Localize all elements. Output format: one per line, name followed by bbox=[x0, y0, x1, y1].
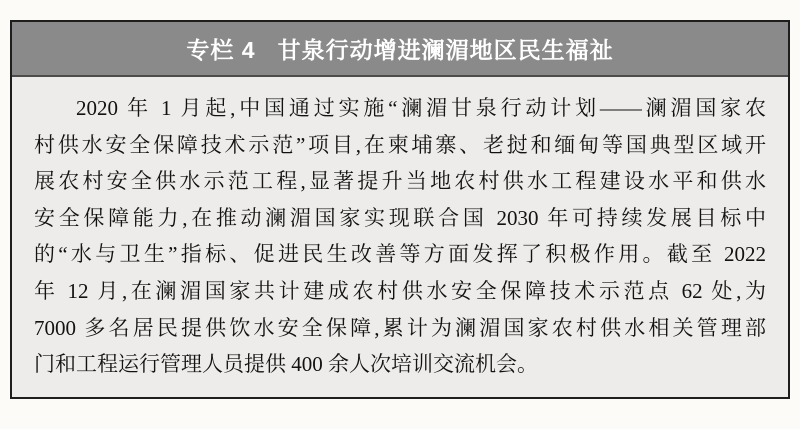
body-line: 2020 年 1 月起,中国通过实施“澜湄甘泉行动计划——澜湄国家农 bbox=[76, 96, 766, 120]
column-label: 专栏 4 bbox=[186, 37, 256, 63]
column-box bbox=[10, 20, 790, 399]
body-line: 展农村安全供水示范工程,显著提升当地农村供水工程建设水平和供水 bbox=[34, 169, 766, 194]
column-title: 甘泉行动增进澜湄地区民生福祉 bbox=[277, 37, 614, 63]
body-line: 门和工程运行管理人员提供 400 余人次培训交流机会。 bbox=[34, 352, 538, 377]
body-line: 年 12 月,在澜湄国家共计建成农村供水安全保障技术示范点 62 处,为 bbox=[34, 278, 766, 303]
body-line: 7000 多名居民提供饮水安全保障,累计为澜湄国家农村供水相关管理部 bbox=[34, 315, 766, 340]
body-line: 的“水与卫生”指标、促进民生改善等方面发挥了积极作用。截至 2022 bbox=[34, 242, 766, 267]
column-box-header bbox=[12, 22, 788, 77]
column-box-body bbox=[12, 77, 788, 383]
body-line: 村供水安全保障技术示范”项目,在柬埔寨、老挝和缅甸等国典型区域开 bbox=[34, 132, 766, 157]
body-line: 安全保障能力,在推动澜湄国家实现联合国 2030 年可持续发展目标中 bbox=[34, 205, 766, 230]
